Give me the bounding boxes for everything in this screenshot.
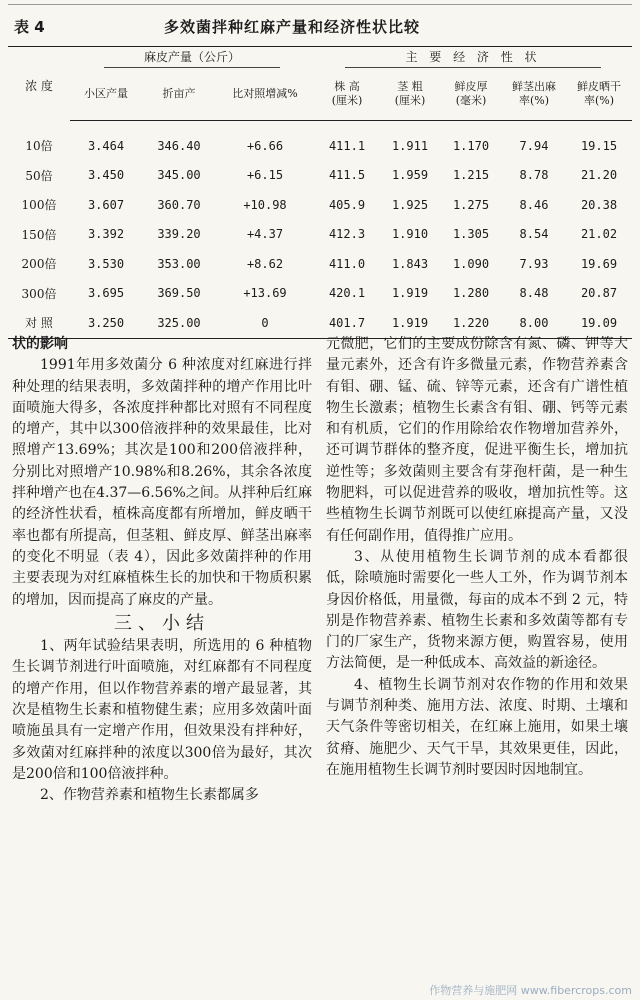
table-caption: [14, 14, 630, 38]
table-cell: 8.48: [519, 286, 549, 301]
table-row: [8, 220, 632, 250]
table-cell: 3.392: [87, 227, 125, 242]
table-row: [8, 161, 632, 191]
table-cell: +6.66: [246, 138, 284, 153]
table-cell: 411.0: [328, 256, 366, 271]
table-cell: +6.15: [246, 168, 284, 183]
row-label: 300倍: [21, 286, 57, 301]
paragraph-summary-2-start: 2、作物营养素和植物生长素都属多: [40, 787, 259, 804]
row-label: 200倍: [21, 257, 57, 272]
table-cell: 1.911: [391, 138, 429, 153]
column-header: 比对照增减%: [216, 69, 314, 121]
table-cell: 21.02: [580, 227, 618, 242]
table-cell: 1.090: [452, 256, 490, 271]
table-cell: 1.843: [391, 256, 429, 271]
table-cell: +13.69: [243, 286, 287, 301]
table-cell: 8.46: [519, 197, 549, 212]
row-label: 10倍: [25, 139, 53, 153]
left-column: [12, 334, 312, 807]
table-cell: 1.280: [452, 286, 490, 301]
column-header: 鲜皮晒干 率(%): [566, 69, 632, 121]
row-label: 50倍: [25, 168, 53, 183]
table-row: [8, 121, 632, 161]
watermark: 作物营养与施肥网 www.fibercrops.com: [429, 984, 632, 997]
column-header: 鲜茎出麻 率(%): [502, 69, 566, 121]
table-cell: 1.215: [452, 168, 490, 183]
table-cell: 412.3: [328, 227, 366, 242]
heading-summary: 三、小结: [114, 612, 210, 634]
column-header: 株 高 (厘米): [314, 69, 380, 121]
table-cell: 339.20: [157, 227, 201, 242]
row-label: 对 照: [8, 308, 70, 338]
table-cell: 3.695: [87, 286, 125, 301]
table-cell: 411.1: [328, 138, 366, 153]
header-group-traits: 主 要 经 济 性 状: [314, 47, 632, 69]
table-cell: 420.1: [328, 286, 366, 301]
table-cell: 8.54: [519, 227, 549, 242]
table-cell: 3.250: [70, 308, 142, 338]
column-header: 小区产量: [70, 69, 142, 121]
header-concentration: 浓 度: [8, 47, 70, 121]
paragraph-summary-3: 3、从使用植物生长调节剂的成本看都很低，除喷施时需要化一些人工外，作为调节剂本身因价格低，用量微，每亩的成本不到 2 元，特别是作物营养素、植物生长素和多效菌等都有专门的厂家生产，货物来源方便，购置容易，使用方法简便，是一种低成本、高效益的新途径。: [326, 548, 628, 672]
table-cell: 360.70: [157, 197, 201, 212]
table-cell: 3.450: [87, 168, 125, 183]
right-column: [326, 334, 628, 781]
table-cell: 1.220: [440, 308, 502, 338]
table-cell: 1.919: [391, 286, 429, 301]
table-cell: 7.94: [519, 138, 549, 153]
table-cell: 1.305: [452, 227, 490, 242]
table-cell: 19.15: [580, 138, 618, 153]
table-cell: 20.38: [580, 197, 618, 212]
table-cell: 1.910: [391, 227, 429, 242]
table-cell: +10.98: [243, 197, 287, 212]
table-cell: +4.37: [246, 227, 284, 242]
table-cell: 7.93: [519, 256, 549, 271]
table-cell: 325.00: [142, 308, 216, 338]
section-title: 状的影响: [12, 336, 68, 352]
table-cell: 3.530: [87, 256, 125, 271]
table-cell: 19.09: [566, 308, 632, 338]
table-cell: 1.275: [452, 197, 490, 212]
table-cell: 3.607: [87, 197, 125, 212]
table-cell: 1.925: [391, 197, 429, 212]
table-cell: 353.00: [157, 256, 201, 271]
header-group-yield: 麻皮产量（公斤）: [70, 47, 314, 69]
paragraph-summary-1: 1、两年试验结果表明，所选用的 6 种植物生长调节剂进行叶面喷施，对红麻都有不同程度的增产作用，但以作物营养素的增产最显著，其次是植物生长素和植物健生素；应用多效菌叶面喷施虽具有一定增产作用，但效果没有拌种好，多效菌对红麻拌种的浓度以300倍为最好，其次是200倍和100倍液拌种。: [12, 638, 312, 782]
column-header: 折亩产: [142, 69, 216, 121]
table-row: [8, 190, 632, 220]
table-cell: 21.20: [580, 168, 618, 183]
table-cell: 19.69: [580, 256, 618, 271]
row-label: 150倍: [21, 227, 57, 242]
table-cell: 346.40: [157, 138, 201, 153]
table-row: [8, 249, 632, 279]
table-title: 多效菌拌种红麻产量和经济性状比较: [164, 17, 421, 36]
table-cell: +8.62: [246, 256, 284, 271]
table-cell: 1.919: [380, 308, 440, 338]
table-cell: 1.170: [452, 138, 490, 153]
row-label: 100倍: [21, 198, 57, 213]
table-row: [8, 279, 632, 309]
top-rule: [8, 4, 632, 5]
table-cell: 411.5: [328, 168, 366, 183]
table-cell: 8.78: [519, 168, 549, 183]
table-cell: 405.9: [328, 197, 366, 212]
table-cell: 20.87: [580, 286, 618, 301]
paragraph-summary-4: 4、植物生长调节剂对农作物的作用和效果与调节剂种类、施用方法、浓度、时期、土壤和天气条件等密切相关，在红麻上施用，如果土壤贫瘠、施肥少、天气干旱，其效果更佳，因此，在施用植物生长调节剂时要因时因地制宜。: [326, 676, 628, 778]
table-cell: 401.7: [314, 308, 380, 338]
table-cell: 369.50: [157, 286, 201, 301]
table-cell: 345.00: [157, 168, 201, 183]
table-cell: 1.959: [391, 168, 429, 183]
column-header: 茎 粗 (厘米): [380, 69, 440, 121]
table-cell: 3.464: [87, 138, 125, 153]
table-number: 表 4: [14, 17, 45, 36]
column-header: 鲜皮厚 (毫米): [440, 69, 502, 121]
table-cell: 0: [216, 308, 314, 338]
data-table: [8, 46, 632, 339]
paragraph-summary-2-cont: 元微肥，它们的主要成份除含有氮、磷、钾等大量元素外，还含有许多微量元素，作物营养素含有钼、硼、锰、硫、锌等元素，还含有广谱性植物生长激素；植物生长素含有钼、硼、钙等元素和有机质，它们的作用除给农作物增加营养外，还可调节群体的整齐度，促进平衡生长，增加抗逆性等；多效菌则主要含有芽孢杆菌，是一种生物肥料，可以促进营养的吸收，增加抗性等。这些植物生长调节剂既可以使红麻提高产量，又没有任何副作用，值得推广应用。: [326, 336, 628, 544]
paragraph-results: 1991年用多效菌分 6 种浓度对红麻进行拌种处理的结果表明，多效菌拌种的增产作用比叶面喷施大得多，各浓度拌种都比对照有不同程度的增产，其中以300倍液拌种的效果最佳，比对照增产13.69%；其次是100和200倍液拌种，分别比对照增产10.98%和8.26%，其余各浓度拌种增产也在4.37—6.56%之间。从拌种后红麻的经济性状看，植株高度都有所增加，鲜皮晒干率也都有所提高，但茎粗、鲜皮厚、鲜茎出麻率的变化不明显（表 4），因此多效菌拌种的作用主要表现为对红麻植株生长的加快和干物质积累的增加，因而提高了麻皮的产量。: [12, 357, 312, 608]
table-cell: 8.00: [502, 308, 566, 338]
